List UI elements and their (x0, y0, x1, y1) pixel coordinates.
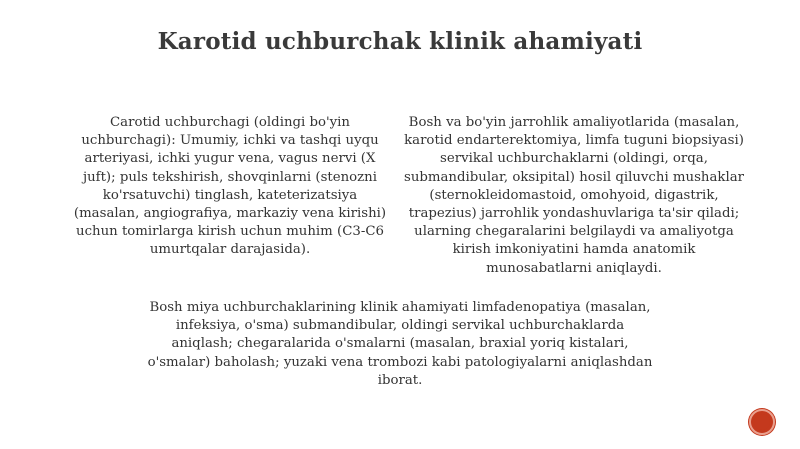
slide-title: Karotid uchburchak klinik ahamiyati (157, 28, 643, 55)
red-circle-icon (754, 414, 770, 430)
next-slide-button[interactable] (749, 409, 775, 435)
bottom-paragraph: Bosh miya uchburchaklarining klinik ahamiyati limfadenopatiya (masalan, infeksiya, o'sma) submandibular, oldingi servikal uchburchaklarda aniqlash; chegaralarida o'smalarni (masalan, braxial yoriq kistalari, o'smalar) baholash; yuzaki vena trombozi kabi patologiyalarni aniqlashdan iborat. (147, 300, 653, 388)
right-paragraph: Bosh va bo'yin jarrohlik amaliyotlarida (masalan, karotid endarterektomiya, limfa tuguni biopsiyasi) servikal uchburchaklarni (oldingi, orqa, submandibular, oksipital) hosil qiluvchi mushaklar (sternokleidomastoid, omohyoid, digastrik, trapezius) jarrohlik yondashuvlariga ta'sir qiladi; ularning chegaralarini belgilaydi va amaliyotga kirish imkoniyatini hamda anatomik munosabatlarni aniqlaydi. (404, 115, 744, 276)
left-paragraph: Carotid uchburchagi (oldingi bo'yin uchburchagi): Umumiy, ichki va tashqi uyqu arteriyasi, ichki yugur vena, vagus nervi (X juft); puls tekshirish, shovqinlarni (stenozni ko'rsatuvchi) tinglash, kateterizatsiya (masalan, angiografiya, markaziy vena kirishi) uchun tomirlarga kirish uchun muhim (C3-C6 umurtqalar darajasida). (73, 115, 387, 258)
